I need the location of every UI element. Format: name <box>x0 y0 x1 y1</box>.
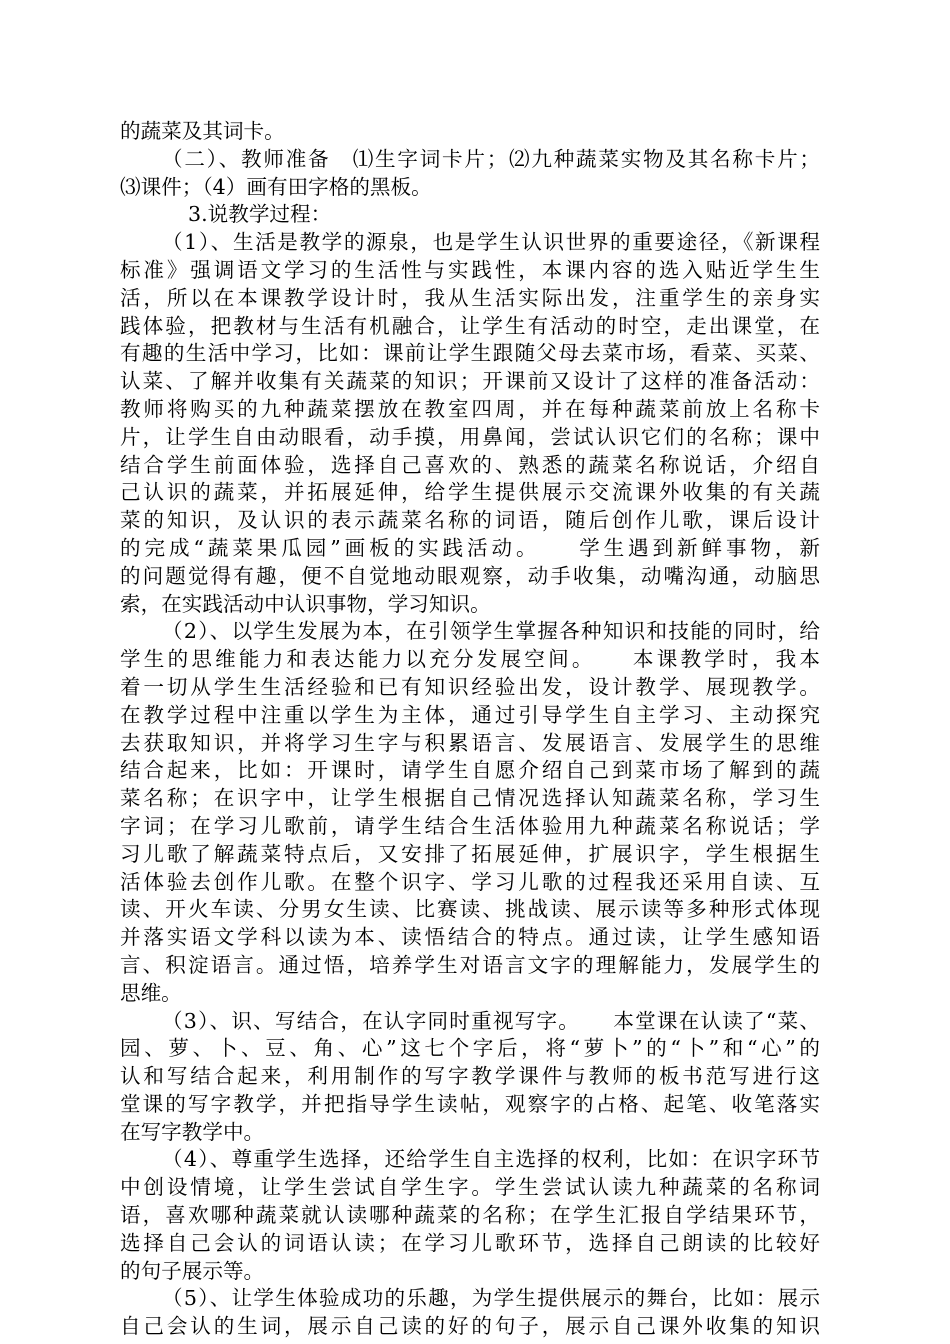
text-line: 去获取知识，并将学习生字与积累语言、发展语言、发展学生的思维 <box>120 730 820 755</box>
text-line: 菜名称；在识字中，让学生根据自己情况选择认知蔬菜名称，学习生 <box>120 786 820 811</box>
text-line: 菜的知识，及认识的表示蔬菜名称的词语，随后创作儿歌，课后设计 <box>120 508 820 533</box>
text-line: 言、积淀语言。通过悟，培养学生对语言文字的理解能力，发展学生的 <box>120 952 820 977</box>
text-line: 3.说教学过程： <box>188 202 332 227</box>
text-line: 语，喜欢哪种蔬菜就认读哪种蔬菜的名称；在学生汇报自学结果环节， <box>120 1203 820 1228</box>
text-line: 索，在实践活动中认识事物，学习知识。 <box>120 591 491 616</box>
text-line: （3）、识、写结合，在认字同时重视写字。 本堂课在认读了“菜、 <box>162 1008 820 1033</box>
text-line: 堂课的写字教学，并把指导学生读帖，观察字的占格、起笔、收笔落实 <box>120 1091 820 1116</box>
text-line: （2）、以学生发展为本，在引领学生掌握各种知识和技能的同时，给 <box>162 619 820 644</box>
document-body <box>120 118 820 1341</box>
text-line: 园、萝、卜、豆、角、心”这七个字后，将“萝卜”的“卜”和“心”的 <box>120 1036 820 1061</box>
text-line: 认菜、了解并收集有关蔬菜的知识；开课前又设计了这样的准备活动： <box>120 369 820 394</box>
text-line: 着一切从学生生活经验和已有知识经验出发，设计教学、展现教学。 <box>120 674 820 699</box>
text-line: （1）、生活是教学的源泉，也是学生认识世界的重要途径，《新课程 <box>162 230 820 255</box>
text-line: 结合学生前面体验，选择自己喜欢的、熟悉的蔬菜名称说话，介绍自 <box>120 452 820 477</box>
text-line: 并落实语文学科以读为本、读悟结合的特点。通过读，让学生感知语 <box>120 925 820 950</box>
text-line: 标准》强调语文学习的生活性与实践性，本课内容的选入贴近学生生 <box>120 257 820 282</box>
text-line: （4）、尊重学生选择，还给学生自主选择的权利，比如：在识字环节 <box>162 1147 820 1172</box>
text-line: （二）、教师准备 ⑴生字词卡片；⑵九种蔬菜实物及其名称卡片； <box>162 146 820 171</box>
text-line: 中创设情境，让学生尝试自学生字。学生尝试认读九种蔬菜的名称词 <box>120 1175 820 1200</box>
text-line: ⑶课件；（4）画有田字格的黑板。 <box>120 174 432 199</box>
text-line: 的句子展示等。 <box>120 1258 265 1283</box>
text-line: 己认识的蔬菜，并拓展延伸，给学生提供展示交流课外收集的有关蔬 <box>120 480 820 505</box>
text-line: 活体验去创作儿歌。在整个识字、学习儿歌的过程我还采用自读、互 <box>120 869 820 894</box>
text-line: 自己会认的生词，展示自己读的好的句子，展示自己课外收集的知识 <box>120 1314 820 1339</box>
text-line: 践体验，把教材与生活有机融合，让学生有活动的时空，走出课堂，在 <box>120 313 820 338</box>
text-line: 思维。 <box>120 980 182 1005</box>
text-line: 在写字教学中。 <box>120 1119 265 1144</box>
text-line: 结合起来，比如：开课时，请学生自愿介绍自己到菜市场了解到的蔬 <box>120 758 820 783</box>
text-line: 选择自己会认的词语认读；在学习儿歌环节，选择自己朗读的比较好 <box>120 1230 820 1255</box>
text-line: 的蔬菜及其词卡。 <box>120 119 285 143</box>
text-line: 教师将购买的九种蔬菜摆放在教室四周，并在每种蔬菜前放上名称卡 <box>120 396 820 421</box>
text-line: （5）、让学生体验成功的乐趣，为学生提供展示的舞台，比如：展示 <box>162 1286 820 1311</box>
text-line: 字词；在学习儿歌前，请学生结合生活体验用九种蔬菜名称说话；学 <box>120 813 820 838</box>
text-line: 读、开火车读、分男女生读、比赛读、挑战读、展示读等多种形式体现 <box>120 897 820 922</box>
text-line: 在教学过程中注重以学生为主体，通过引导学生自主学习、主动探究 <box>120 702 820 727</box>
text-line: 片，让学生自由动眼看，动手摸，用鼻闻，尝试认识它们的名称；课中 <box>120 424 820 449</box>
text-line: 认和写结合起来，利用制作的写字教学课件与教师的板书范写进行这 <box>120 1064 820 1089</box>
text-line: 活，所以在本课教学设计时，我从生活实际出发，注重学生的亲身实 <box>120 285 820 310</box>
text-line: 的完成“蔬菜果瓜园”画板的实践活动。 学生遇到新鲜事物，新 <box>120 535 820 560</box>
text-line: 有趣的生活中学习，比如：课前让学生跟随父母去菜市场，看菜、买菜、 <box>120 341 820 366</box>
text-line: 的问题觉得有趣，便不自觉地动眼观察，动手收集，动嘴沟通，动脑思 <box>120 563 820 588</box>
text-line: 习儿歌了解蔬菜特点后，又安排了拓展延伸，扩展识字，学生根据生 <box>120 841 820 866</box>
text-line: 学生的思维能力和表达能力以充分发展空间。 本课教学时，我本 <box>120 647 820 672</box>
